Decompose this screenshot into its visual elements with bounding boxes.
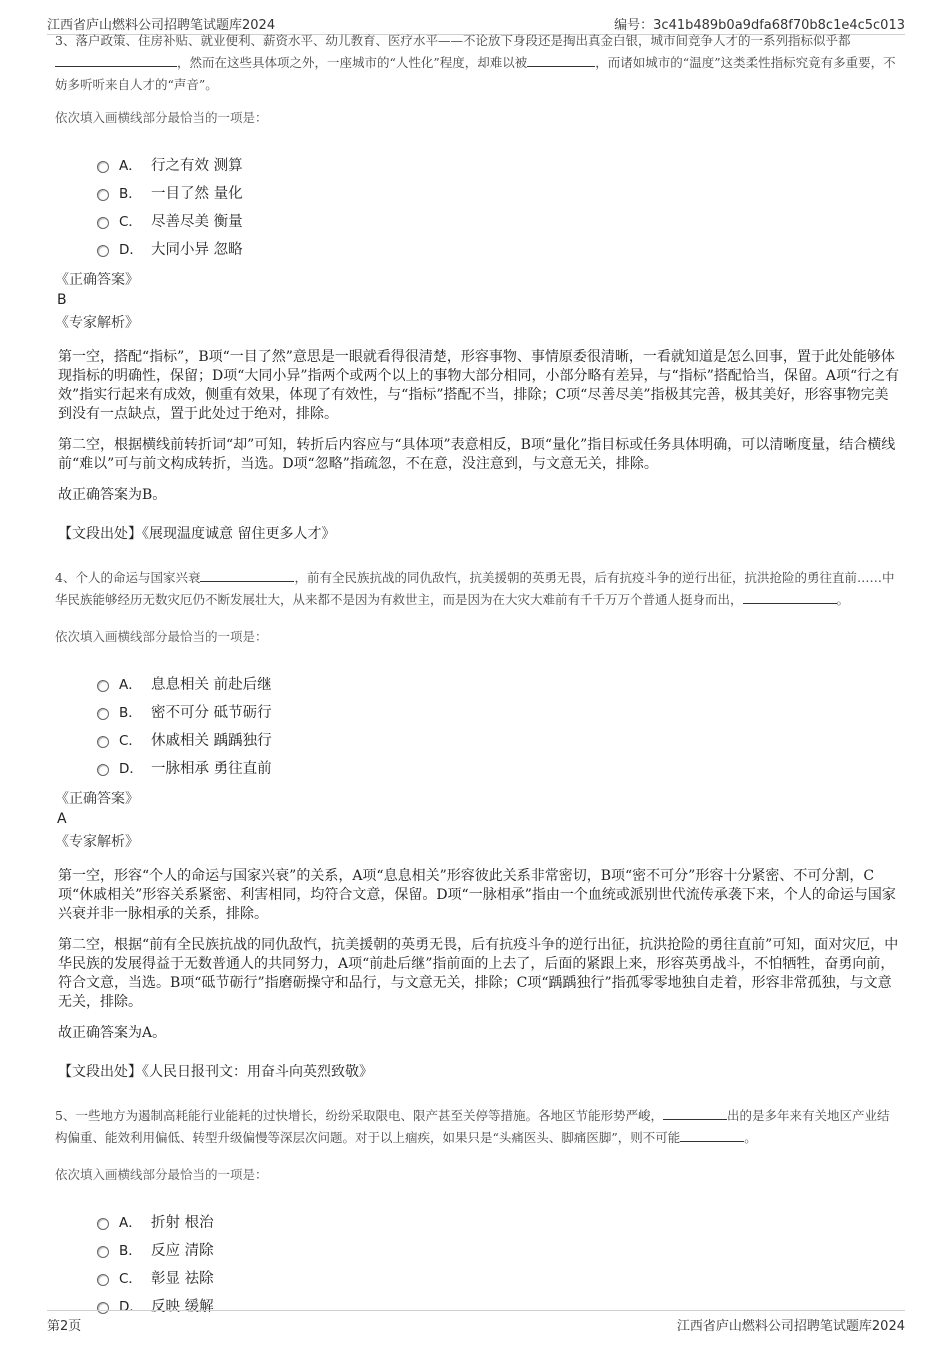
option-c[interactable]: C． 尽善尽美 衡量 xyxy=(97,206,900,234)
answer-value: B xyxy=(57,292,67,308)
header-title: 江西省庐山燃料公司招聘笔试题库2024 xyxy=(47,18,276,33)
radio-icon[interactable] xyxy=(97,680,109,692)
page-number: 第2页 xyxy=(47,1319,82,1334)
analysis-paragraph: 第二空，根据“前有全民族抗战的同仇敌忾，抗美援朝的英勇无畏，后有抗疫斗争的逆行出征，抗洪抢险的勇往直前”可知，面对灾厄，中华民族的发展得益于无数普通人的共同努力，A项“前赴后继”指前面的上去了，后面的紧跟上来，形容英勇战斗，不怕牺牲，奋勇向前，符合文意，当选。B项“砥节砺行”指磨砺操守和品行，与文意无关，排除；C项“踽踽独行”指孤零零地独自走着，形容非常孤独，与文意无关，排除。 xyxy=(58,937,899,1010)
analysis-conclusion: 故正确答案为A。 xyxy=(58,1025,167,1041)
analysis-paragraph: 第一空，搭配“指标”，B项“一目了然”意思是一眼就看得很清楚，形容事物、事情原委很清晰，一看就知道是怎么回事，置于此处能够体现指标的明确性，保留；D项“大同小异”指两个或两个以上的事物大部分相同，小部分略有差异，与“指标”搭配恰当，保留。A项“行之有效”指实行起来有成效，侧重有效果，体现了有效性，与“指标”搭配不当，排除；C项“尽善尽美”指极其完善，极其美好，形容事物完美到没有一点缺点，置于此处过于绝对，排除。 xyxy=(58,349,900,422)
radio-icon[interactable] xyxy=(97,1274,109,1286)
radio-icon[interactable] xyxy=(97,245,109,257)
answer-blank xyxy=(55,53,177,67)
option-a[interactable]: A． 折射 根治 xyxy=(97,1207,900,1235)
option-a[interactable]: A． 行之有效 测算 xyxy=(97,150,900,178)
source-citation: 【文段出处】《人民日报刊文：用奋斗向英烈致敬》 xyxy=(58,1064,373,1080)
answer-blank xyxy=(200,568,294,582)
question-instruction: 依次填入画横线部分最恰当的一项是： xyxy=(55,1167,268,1182)
radio-icon[interactable] xyxy=(97,736,109,748)
question-instruction: 依次填入画横线部分最恰当的一项是： xyxy=(55,629,268,644)
page-content xyxy=(55,33,900,1319)
option-d[interactable]: D． 一脉相承 勇往直前 xyxy=(97,753,900,781)
answer-label: 《正确答案》 xyxy=(55,791,139,807)
radio-icon[interactable] xyxy=(97,764,109,776)
radio-icon[interactable] xyxy=(97,217,109,229)
option-c[interactable]: C． 休戚相关 踽踽独行 xyxy=(97,725,900,753)
option-list xyxy=(97,150,900,262)
option-list xyxy=(97,1207,900,1319)
question-text: 5、一些地方为遏制高耗能行业能耗的过快增长，纷纷采取限电、限产甚至关停等措施。各地区节能形势严峻， 出的是多年来有关地区产业结构偏重、能效利用偏低、转型升级偏慢等深层次问题。对于以上痼疾，如果只是“头痛医头、脚痛医脚”，则不可能 。 xyxy=(55,1108,890,1145)
option-b[interactable]: B． 一目了然 量化 xyxy=(97,178,900,206)
radio-icon[interactable] xyxy=(97,189,109,201)
question-3 xyxy=(55,30,900,543)
header-doc-id: 编号：3c41b489b0a9dfa68f70b8c1e4c5c013 xyxy=(614,18,905,33)
answer-label: 《正确答案》 xyxy=(55,272,139,288)
answer-blank xyxy=(663,1106,727,1120)
question-instruction: 依次填入画横线部分最恰当的一项是： xyxy=(55,110,268,125)
answer-blank xyxy=(743,590,837,604)
answer-blank xyxy=(527,53,595,67)
question-text: 4、个人的命运与国家兴衰 ，前有全民族抗战的同仇敌忾，抗美援朝的英勇无畏，后有抗疫斗争的逆行出征，抗洪抢险的勇往直前……中华民族能够经历无数灾厄仍不断发展壮大，从来都不是因为有救世主，而是因为在大灾大难前有千千万万个普通人挺身而出， 。 xyxy=(55,570,895,607)
radio-icon[interactable] xyxy=(97,161,109,173)
analysis-conclusion: 故正确答案为B。 xyxy=(58,487,167,503)
option-list xyxy=(97,669,900,781)
analysis-label: 《专家解析》 xyxy=(55,834,139,850)
option-a[interactable]: A． 息息相关 前赴后继 xyxy=(97,669,900,697)
source-citation: 【文段出处】《展现温度诚意 留住更多人才》 xyxy=(58,526,336,542)
analysis-paragraph: 第二空，根据横线前转折词“却”可知，转折后内容应与“具体项”表意相反，B项“量化”指目标或任务具体明确，可以清晰度量，结合横线前“难以”可与前文构成转折，当选。D项“忽略”指疏忽，不在意，没注意到，与文意无关，排除。 xyxy=(58,437,896,472)
question-text: 3、落户政策、住房补贴、就业便利、薪资水平、幼儿教育、医疗水平——不论放下身段还是掏出真金白银，城市间竞争人才的一系列指标似乎都，然而在这些具体项之外，一座城市的“人性化”程度，却难以被 ，而诸如城市的“温度”这类柔性指标究竟有多重要，不妨多听听来自人才的“声音”。 xyxy=(55,33,896,92)
option-b[interactable]: B． 密不可分 砥节砺行 xyxy=(97,697,900,725)
page-footer xyxy=(47,1310,905,1337)
radio-icon[interactable] xyxy=(97,708,109,720)
radio-icon[interactable] xyxy=(97,1246,109,1258)
footer-title: 江西省庐山燃料公司招聘笔试题库2024 xyxy=(676,1319,905,1334)
answer-blank xyxy=(680,1128,744,1142)
question-4 xyxy=(55,567,900,1081)
option-c[interactable]: C． 彰显 祛除 xyxy=(97,1263,900,1291)
option-d[interactable]: D． 反映 缓解 xyxy=(97,1291,900,1319)
analysis-label: 《专家解析》 xyxy=(55,315,139,331)
option-b[interactable]: B． 反应 清除 xyxy=(97,1235,900,1263)
radio-icon[interactable] xyxy=(97,1218,109,1230)
answer-value: A xyxy=(57,811,67,827)
analysis-paragraph: 第一空，形容“个人的命运与国家兴衰”的关系，A项“息息相关”形容彼此关系非常密切，B项“密不可分”形容十分紧密、不可分割，C项“休戚相关”形容关系紧密、利害相同，均符合文意，保留。D项“一脉相承”指由一个血统或派别世代流传承袭下来，个人的命运与国家兴衰并非一脉相承的关系，排除。 xyxy=(58,868,896,922)
question-5 xyxy=(55,1105,900,1319)
option-d[interactable]: D． 大同小异 忽略 xyxy=(97,234,900,262)
